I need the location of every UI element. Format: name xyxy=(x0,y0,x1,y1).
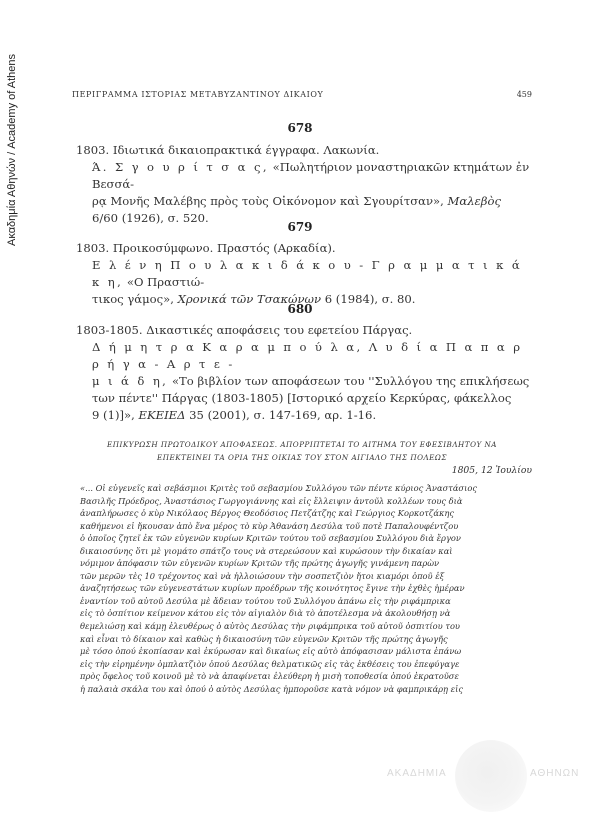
document-line: εἰς τὴν εἰρημένην ὁμπλατζιὸν ὁπού Δεσύλας θελματικῶς εἰς τὰς ἐκθέσεις του ἐπεφύγαγε xyxy=(80,658,460,669)
running-title: ΠΕΡΙΓΡΑΜΜΑ ΙΣΤΟΡΙΑΣ ΜΕΤΑΒΥΖΑΝΤΙΝΟΥ ΔΙΚΑΙΟΥ xyxy=(72,90,324,99)
entry-heading: 1803-1805. Δικαστικές αποφάσεις του εφετείου Πάργας. xyxy=(76,323,413,337)
document-title xyxy=(72,438,532,464)
entry-heading: 1803. Προικοσύμφωνο. Πραστός (Αρκαδία). xyxy=(76,241,336,255)
citation-text: «Το βιβλίον των αποφάσεων του ''Συλλόγου της επικλήσεως xyxy=(168,374,530,388)
citation-author: μ ι ά δ η, xyxy=(92,374,169,388)
document-line: καὶ εἶναι τὸ δίκαιον καὶ καθὼς ἡ δικαιοσύνη τῶν εὐγενῶν Κριτῶν τῆς πρώτης ἀγωγῆς xyxy=(80,633,448,644)
page-number: 459 xyxy=(516,90,532,99)
document-text xyxy=(80,482,535,695)
document-line: ἡ παλαιὰ σκάλα του καὶ ὁπού ὁ αὐτὸς Δεσύλας ἠμποροῦσε κατὰ νόμον νὰ φαμπρικάρῃ εἰς xyxy=(80,683,464,694)
citation-author: Δ ή μ η τ ρ α Κ α ρ α μ π ο ύ λ α, Λ υ δ ί α Π α π α ρ ρ ή γ α - Α ρ τ ε - xyxy=(92,340,523,371)
entry-citation xyxy=(92,339,536,424)
document-title-line: ΕΠΙΚΥΡΩΣΗ ΠΡΩΤΟΔΙΚΟΥ ΑΠΟΦΑΣΕΩΣ. ΑΠΟΡΡΙΠΤΕΤΑΙ ΤΟ ΑΙΤΗΜΑ ΤΟΥ ΕΦΕΣΙΒΛΗΤΟΥ ΝΑ xyxy=(107,440,497,449)
document-line: τῶν μερῶν τὲς 10 τρέχοντος καὶ νὰ ἡλλοιώσουν τὴν σοσπετζιὸν ἤτοι κιαμόρι ὁποῦ ἐξ xyxy=(80,570,445,581)
document-line: πρὸς ὄφελος τοῦ κοινοῦ μὲ τὸ νὰ ἀπαφίνεται ἐλεύθερη ἡ μισὴ τοποθεσία ὁπού ἐκρατοῦσε xyxy=(80,671,459,682)
citation-text: 6 (1984), σ. 80. xyxy=(321,292,416,306)
document-line: ἀναπλήρωσες ὁ κὺρ Νικόλαος Βέργος Θεοδόσιος Πετζάτζης καὶ Γεώργιος Κορκοτζάκης xyxy=(80,508,455,519)
citation-text: «Ο Πραστιώ- xyxy=(123,275,205,289)
document-line: νόμιμον ἀπόφασιν τῶν εὐγενῶν κυρίων Κριτῶν τῆς πρώτης ἀγωγῆς γινάμενη παρὼν xyxy=(80,558,440,569)
citation-author: Ε λ έ ν η Π ο υ λ α κ ι δ ά κ ο υ - Γ ρ α μ μ α τ ι κ ά κ η, xyxy=(92,258,523,289)
document-line: Βασιλῆς Πρόεδρος, Ἀναστάσιος Γωργογιάννης καὶ εἰς ἔλλειψιν ἀντοῦλ κολλέων τους διὰ xyxy=(80,495,463,506)
citation-author: Ά. Σ γ ο υ ρ ί τ σ α ς, xyxy=(92,160,269,174)
citation-text: 6/60 (1926), σ. 520. xyxy=(92,211,209,225)
document-line: δικαιοσύνης ὅτι μὲ γιομάτο σπάτζο τους νὰ στερεώσουν καὶ κυρώσουν τὴν δικαίαν καὶ xyxy=(80,545,453,556)
entry-number-680: 680 xyxy=(287,302,313,316)
citation-text: των πέντε'' Πάργας (1803-1805) [Ιστορικό αρχείο Κερκύρας, φάκελλος xyxy=(92,391,512,405)
document-line: καθήμενοι εἰ ἤκουσαν ἀπὸ ἕνα μέρος τὸ κὺρ Ἀθανάση Δεσύλα τοῦ ποτὲ Παπαλουφέντζου xyxy=(80,520,459,531)
document-line: ὁ ὁποῖος ζητεῖ ἐκ τῶν εὐγενῶν κυρίων Κριτῶν τούτου τοῦ σεβασμίου Συλλόγου διὰ ἔργον xyxy=(80,533,461,544)
document-line: εἰς τὸ ὀσπίτιον κείμενον κάτου εἰς τὸν αἰγιαλὸν διὰ τὸ ἀποτέλεσμα νὰ ἀκολουθήσῃ νὰ xyxy=(80,608,451,619)
citation-text: τικος γάμος», xyxy=(92,292,178,306)
document-line: θεμελιώσῃ καὶ κάμῃ ἐλευθέρως ὁ αὐτὸς Δεσύλας τὴν ριφάμπρικα τοῦ αὐτοῦ ὀσπιτίου του xyxy=(80,621,460,632)
citation-text: «Πωλητήριον μοναστηριακῶν κτημάτων ἐν Βεσσά- xyxy=(92,160,530,191)
entry-citation xyxy=(92,159,536,227)
entry-number-679: 679 xyxy=(287,220,313,234)
academy-seal-watermark xyxy=(455,740,527,812)
entry-citation xyxy=(92,257,536,308)
document-line: μὲ τόσο ὁπού ἐκοπίασαν καὶ ἐκύρωσαν καὶ δικαίως εἰς αὐτὸ ἀπόφασισαν μάλιστα ἐπάνω xyxy=(80,646,462,657)
citation-text: 35 (2001), σ. 147-169, αρ. 1-16. xyxy=(185,408,377,422)
citation-text: ρᾳ Μονῆς Μαλέβης πρὸς τοὺς Οἰκόνομον καὶ Σγουρίτσαν», xyxy=(92,194,448,208)
academy-side-label: Ακαδημία Αθηνών / Academy of Athens xyxy=(6,53,18,246)
document-line: «... Οἱ εὐγενεῖς καὶ σεβάσμιοι Κριτὲς τοῦ σεβασμίου Συλλόγου τῶν πέντε κύριος Ἀναστάσιος xyxy=(80,483,477,493)
citation-journal: ΕΚΕΙΕΔ xyxy=(138,408,186,422)
watermark-text-right: ΑΘΗΝΩΝ xyxy=(530,768,580,779)
document-line: ἐναντίον τοῦ αὐτοῦ Δεσύλα μὲ ἄδειαν τούτου τοῦ Συλλόγου ἀπάνω εἰς τὴν ριφάμπρικα xyxy=(80,595,451,606)
entry-number-678: 678 xyxy=(287,121,313,135)
citation-journal: Χρονικά τῶν Τσακώνων xyxy=(177,292,322,306)
running-header xyxy=(72,90,532,99)
document-date: 1805, 12 Ἰουλίου xyxy=(451,465,532,476)
document-title-line: ΕΠΕΚΤΕΙΝΕΙ ΤΑ ΟΡΙΑ ΤΗΣ ΟΙΚΙΑΣ ΤΟΥ ΣΤΟΝ ΑΙΓΙΑΛΟ ΤΗΣ ΠΟΛΕΩΣ xyxy=(157,453,447,462)
entry-heading: 1803. Ιδιωτικά δικαιοπρακτικά έγγραφα. Λακωνία. xyxy=(76,143,380,157)
document-line: ἀναζητήσεως τῶν εὐγενεστάτων κυρίων προέδρων τῆς κοινότητος ἔγινε τὴν ἐχθὲς ἡμέραν xyxy=(80,583,465,594)
watermark-text-left: ΑΚΑΔΗΜΙΑ xyxy=(387,768,447,779)
citation-journal: Μαλεβὸς xyxy=(447,194,501,208)
citation-text: 9 (1)]», xyxy=(92,408,139,422)
